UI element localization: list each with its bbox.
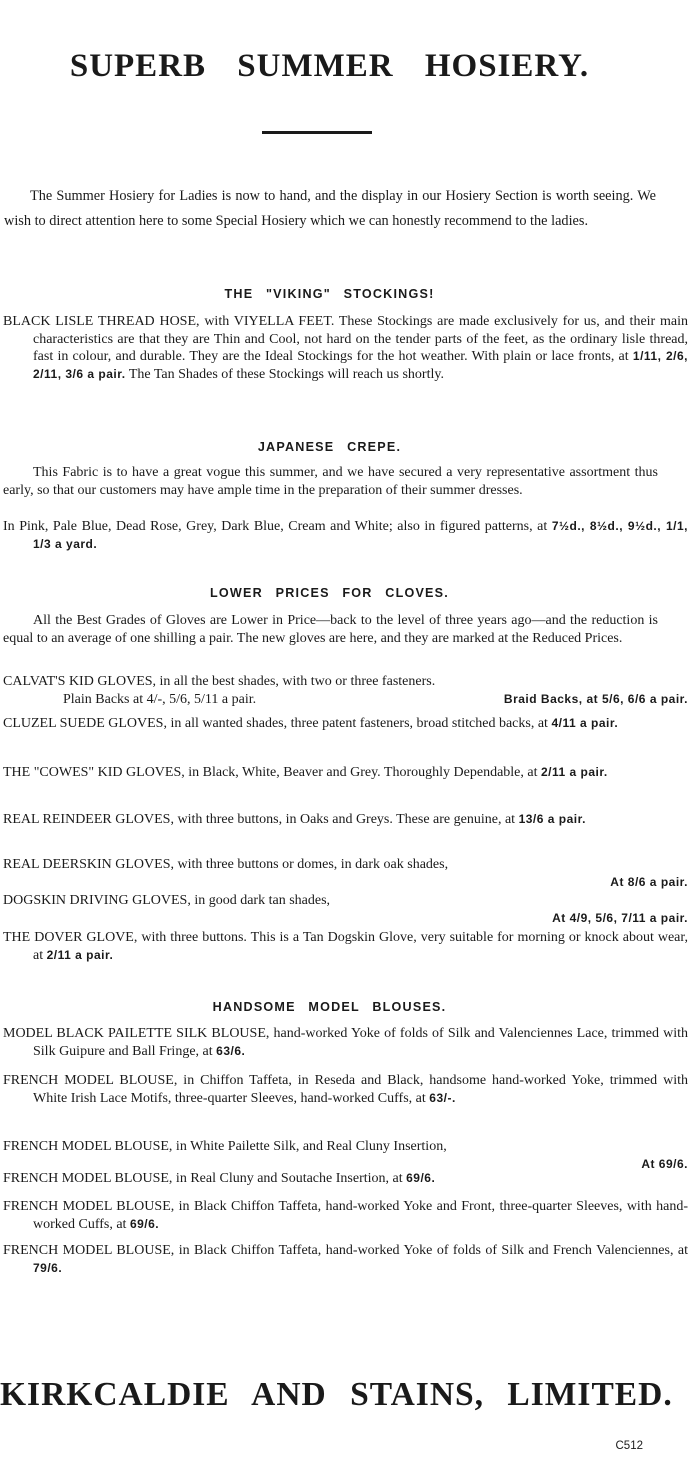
blouse-4-text: FRENCH MODEL BLOUSE, in Real Cluny and Soutache Insertion, at [3,1171,403,1186]
gloves-heading: LOWER PRICES FOR CLOVES. [210,586,449,600]
reindeer-price: 13/6 a pair. [518,812,586,826]
dogskin-price: At 4/9, 5/6, 7/11 a pair. [552,910,688,925]
blouse-3-text: FRENCH MODEL BLOUSE, in White Pailette Silk, and Real Cluny Insertion, [3,1139,447,1154]
calvat-plain: Plain Backs at 4/-, 5/6, 5/11 a pair. [63,691,257,707]
viking-item [3,313,688,383]
blouses-heading: HANDSOME MODEL BLOUSES. [212,1000,447,1014]
dogskin-text: DOGSKIN DRIVING GLOVES, in good dark tan shades, [3,893,331,908]
blouse-2-price: 63/-. [429,1090,456,1105]
title-divider [262,131,372,134]
crepe-heading: JAPANESE CREPE. [257,440,402,454]
intro-paragraph: The Summer Hosiery for Ladies is now to hand, and the display in our Hosiery Section is worth seeing. We wish to direct attention here to some Special Hosiery which we can honestly recommend to the ladies. [4,188,656,229]
blouse-4-price: 69/6. [406,1171,436,1185]
viking-text: BLACK LISLE THREAD HOSE, with VIYELLA FEET. These Stockings are made exclusively for us, and their main characteristics are that they are Thin and Cool, not hard on the tender parts of the feet, as the ordinary lisle thread, fast in colour, and durable. They are the Ideal Stockings for the hot weather. With plain or lace fronts, at [3,314,688,364]
cluzel-item [3,715,688,733]
calvat-item [3,673,688,708]
blouse-6 [3,1242,688,1277]
page-title: SUPERB SUMMER HOSIERY. [69,48,590,84]
crepe-description: This Fabric is to have a great vogue this summer, and we have secured a very representative assortment thus early, so that our customers may have ample time in the preparation of their summer dresses. [3,465,658,498]
blouse-1-text: MODEL BLACK PAILETTE SILK BLOUSE, hand-worked Yoke of folds of Silk and Valenciennes Lace, trimmed with Silk Guipure and Ball Fringe, at [3,1026,688,1059]
viking-after: The Tan Shades of these Stockings will reach us shortly. [128,366,444,382]
dover-item [3,929,688,964]
blouse-6-price: 79/6. [33,1260,63,1275]
blouse-4 [3,1170,688,1188]
viking-heading: THE "VIKING" STOCKINGS! [224,287,435,301]
advert-code: C512 [615,1440,643,1452]
blouse-1 [3,1025,688,1060]
viking-price: 1/11, 2/6, 2/11, 3/6 a pair. [33,349,688,381]
reindeer-text: REAL REINDEER GLOVES, with three buttons, in Oaks and Greys. These are genuine, at [3,812,516,827]
cowes-text: THE "COWES" KID GLOVES, in Black, White, Beaver and Grey. Thoroughly Dependable, at [3,765,538,780]
blouse-3 [3,1138,688,1173]
dover-text: THE DOVER GLOVE, with three buttons. This is a Tan Dogskin Glove, very suitable for morning or knock about wear, at [3,930,688,963]
store-name-footer: KIRKCALDIE AND STAINS, LIMITED. [0,1376,673,1413]
blouse-5-text: FRENCH MODEL BLOUSE, in Black Chiffon Taffeta, hand-worked Yoke and Front, three-quarter Sleeves, with hand-worked Cuffs, at [3,1199,688,1232]
blouse-6-text: FRENCH MODEL BLOUSE, in Black Chiffon Taffeta, hand-worked Yoke of folds of Silk and French Valenciennes, at [3,1243,688,1258]
crepe-price: 7½d., 8½d., 9½d., 1/1, 1/3 a yard. [33,519,688,551]
blouse-5-price: 69/6. [129,1216,160,1231]
dogskin-item [3,892,688,927]
blouse-1-price: 63/6. [216,1043,246,1058]
cowes-item [3,764,688,782]
blouse-2 [3,1072,688,1107]
calvat-text: CALVAT'S KID GLOVES, in all the best shades, with two or three fasteners. [3,674,436,689]
cluzel-price: 4/11 a pair. [551,716,619,730]
calvat-braid: Braid Backs, at 5/6, 6/6 a pair. [503,691,688,706]
blouse-5 [3,1198,688,1233]
deerskin-item [3,856,688,891]
blouse-2-text: FRENCH MODEL BLOUSE, in Chiffon Taffeta, in Reseda and Black, handsome hand-worked Yoke, trimmed with White Irish Lace Motifs, three-quarter Sleeves, hand-worked Cuffs, at [3,1073,688,1106]
deerskin-price: At 8/6 a pair. [610,874,688,889]
crepe-colours [3,518,688,553]
blouse-3-price: At 69/6. [641,1156,688,1171]
crepe-colours-text: In Pink, Pale Blue, Dead Rose, Grey, Dark Blue, Cream and White; also in figured patterns, at [3,519,548,534]
cluzel-text: CLUZEL SUEDE GLOVES, in all wanted shades, three patent fasteners, broad stitched backs, at [3,716,548,731]
cowes-price: 2/11 a pair. [541,765,608,779]
deerskin-text: REAL DEERSKIN GLOVES, with three buttons or domes, in dark oak shades, [3,857,449,872]
reindeer-item [3,811,688,829]
gloves-intro: All the Best Grades of Gloves are Lower in Price—back to the level of three years ago—and the reduction is equal to an average of one shilling a pair. The new gloves are here, and they are marked at the Reduced Prices. [3,613,658,646]
dover-price: 2/11 a pair. [46,947,114,962]
